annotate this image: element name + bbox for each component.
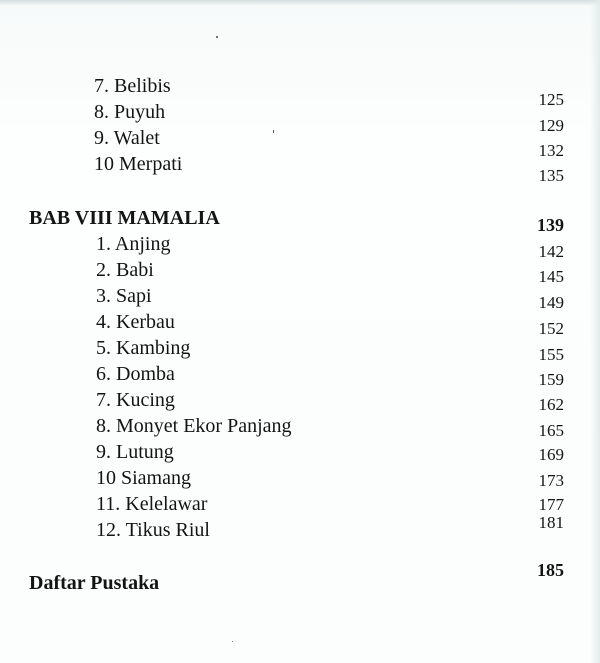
toc-entry — [0, 491, 600, 517]
toc-entry — [0, 125, 600, 160]
page-top-edge-shadow — [0, 0, 600, 6]
toc-entry-page: 181 — [538, 513, 564, 532]
toc-entry-page: 152 — [538, 319, 564, 338]
toc-entry — [0, 151, 600, 185]
toc-entry-page: 177 — [538, 495, 564, 514]
ink-speck — [232, 641, 233, 642]
toc-entry-page: 173 — [538, 471, 564, 490]
toc-entry-title: 8. Puyuh — [94, 101, 166, 123]
toc-entry — [0, 361, 600, 387]
toc-entry — [0, 231, 600, 261]
toc-entry — [0, 309, 600, 338]
toc-entry-title: 9. Walet — [94, 127, 160, 149]
toc-entry-title: 1. Anjing — [96, 233, 171, 255]
toc-entry — [0, 73, 600, 109]
toc-entry-title: 7. Belibis — [94, 75, 171, 97]
toc-entry-title: 4. Kerbau — [96, 311, 175, 333]
toc-entry — [0, 413, 600, 439]
toc-entry-page: 129 — [538, 116, 564, 135]
ink-speck — [216, 36, 218, 38]
toc-entry-page: 125 — [538, 90, 564, 109]
toc-entry — [0, 335, 600, 364]
toc-entry — [0, 439, 600, 465]
toc-entry-page: 145 — [538, 267, 564, 286]
toc-entry-title: 12. Tikus Riul — [96, 519, 210, 541]
chapter-page: 139 — [537, 215, 564, 235]
toc-entry-title: 11. Kelelawar — [96, 493, 208, 515]
toc-entry — [0, 387, 600, 413]
toc-entry-title: 8. Monyet Ekor Panjang — [96, 415, 292, 437]
toc-entry-title: 3. Sapi — [96, 285, 152, 307]
toc-entry — [0, 465, 600, 491]
toc-entry-title: 2. Babi — [96, 259, 154, 281]
bibliography-title: Daftar Pustaka — [29, 572, 160, 594]
toc-entry-page: 159 — [538, 370, 564, 389]
toc-entry-title: 10 Merpati — [94, 153, 183, 175]
bibliography-page: 185 — [537, 560, 564, 580]
toc-entry — [0, 99, 600, 135]
toc-bibliography — [0, 560, 600, 596]
toc-entry-page: 135 — [538, 166, 564, 185]
toc-entry-page: 165 — [538, 421, 564, 440]
toc-entry-title: 7. Kucing — [96, 389, 175, 411]
toc-entry-page: 155 — [538, 345, 564, 364]
toc-entry — [0, 513, 600, 543]
toc-entry — [0, 257, 600, 286]
toc-entry-page: 132 — [538, 141, 564, 160]
toc-entry-title: 9. Lutung — [96, 441, 174, 463]
chapter-title: BAB VIII MAMALIA — [29, 207, 220, 229]
toc-entry-title: 10 Siamang — [96, 467, 191, 489]
toc-chapter-heading — [0, 205, 600, 235]
toc-entry-page: 149 — [538, 293, 564, 312]
toc-entry-page: 162 — [538, 395, 564, 414]
toc-entry — [0, 283, 600, 312]
toc-entry-title: 5. Kambing — [96, 337, 191, 359]
toc-entry-page: 142 — [538, 242, 564, 261]
toc-entry-page: 169 — [538, 445, 564, 464]
toc-entry-title: 6. Domba — [96, 363, 175, 385]
